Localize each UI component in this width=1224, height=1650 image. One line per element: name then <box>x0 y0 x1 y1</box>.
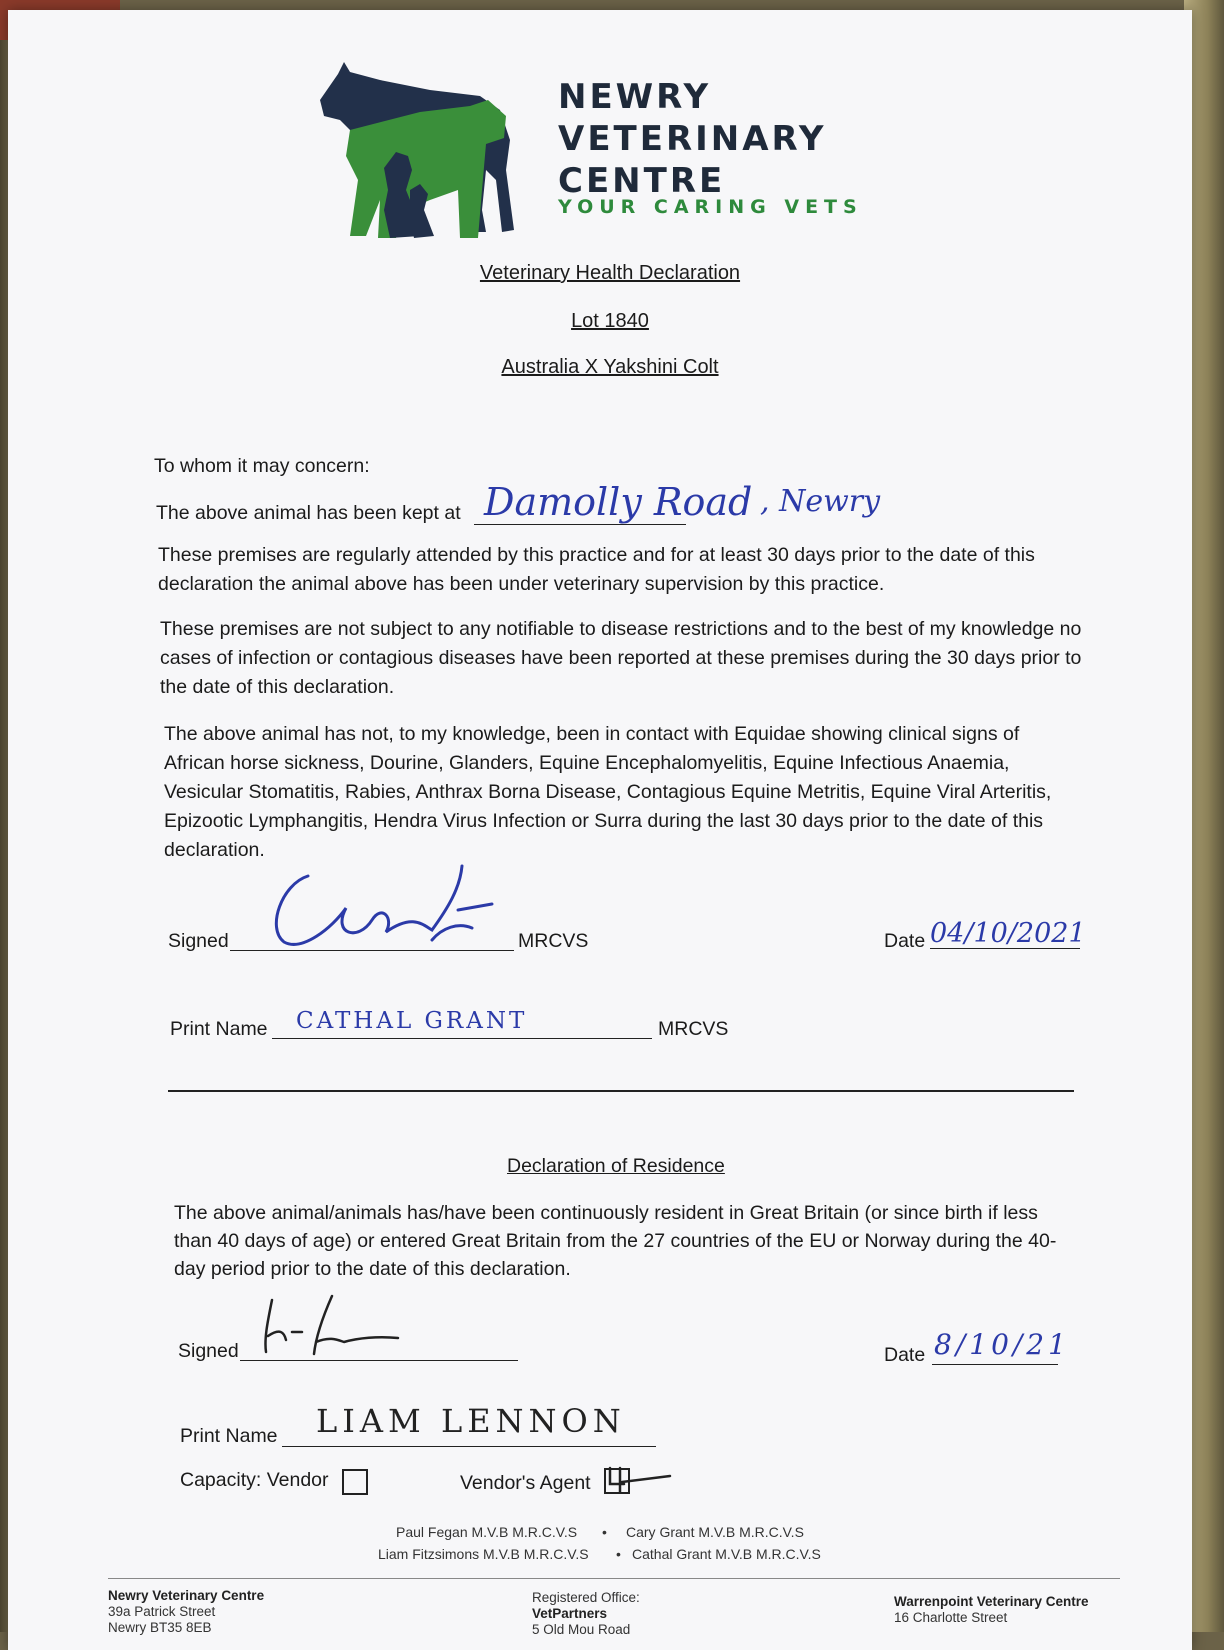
vet-name-3: Liam Fitzsimons M.V.B M.R.C.V.S <box>378 1546 589 1562</box>
vet-separator-1: • <box>602 1524 607 1540</box>
animal-description: Australia X Yakshini Colt <box>501 356 719 378</box>
residence-signed-label: Signed <box>178 1340 239 1362</box>
kept-at-handwritten-town: , Newry <box>760 484 881 519</box>
vet-print-name-handwritten: CATHAL GRANT <box>296 1008 528 1034</box>
residence-title: Declaration of Residence <box>507 1155 725 1177</box>
vet-print-name-label: Print Name <box>170 1018 268 1040</box>
footer-registered-address: 5 Old Mou Road <box>532 1622 631 1637</box>
residence-print-name-label: Print Name <box>180 1425 278 1447</box>
footer-divider <box>108 1578 1120 1579</box>
capacity-vendor-label: Capacity: Vendor <box>180 1469 329 1491</box>
salutation: To whom it may concern: <box>154 455 370 477</box>
vet-print-name-line <box>272 1038 652 1039</box>
check-mark-icon <box>604 1464 674 1494</box>
vet-date-label: Date <box>884 930 926 952</box>
residence-date-handwritten: 8/10/21 <box>934 1328 1070 1361</box>
paragraph-diseases: The above animal has not, to my knowledge, been in contact with Equidae showing clinical signs of African horse sickness, Dourine, Glanders, Equine Encephalomyelitis, Equine Infectious Anaemia, Vesicular Stomatitis, Rabies, Anthrax Borna Disease, Contagious Equine Metritis, Equine Viral Arteritis, Epizootic Lymphangitis, Hendra Virus Infection or Surra during the last 30 days prior to the date of this declaration. <box>164 723 1052 861</box>
residence-paragraph: The above animal/animals has/have been continuously resident in Great Britain (or since birth if less than 40 days of age) or entered Great Britain from the 27 countries of the EU or Norway during the 40-day period prior to the date of this declaration. <box>174 1202 1057 1280</box>
vet-signature-mark <box>262 858 502 954</box>
residence-print-name-line <box>282 1446 656 1447</box>
kept-at-label: The above animal has been kept at <box>156 502 461 524</box>
residence-signature-mark <box>258 1292 408 1362</box>
brand-tagline: YOUR CARING VETS <box>558 196 863 218</box>
residence-date-label: Date <box>884 1344 926 1366</box>
footer-middle <box>532 1590 640 1638</box>
footer-left <box>108 1588 264 1636</box>
vet-separator-2: • <box>616 1546 621 1562</box>
footer-right <box>894 1594 1089 1626</box>
footer-registered-label: Registered Office: <box>532 1590 640 1605</box>
vendor-checkbox[interactable] <box>342 1469 368 1495</box>
footer-registered-name: VetPartners <box>532 1606 608 1621</box>
vet-print-suffix: MRCVS <box>658 1018 729 1040</box>
paragraph-supervision: These premises are regularly attended by this practice and for at least 30 days prior to the date of this declaration the animal above has been under veterinary supervision by this practice. <box>158 544 1035 595</box>
vet-name-2: Cary Grant M.V.B M.R.C.V.S <box>626 1524 804 1540</box>
brand-line-1: NEWRY <box>558 77 712 117</box>
brand-line-3: CENTRE <box>558 161 726 201</box>
vendor-agent-label: Vendor's Agent <box>460 1472 591 1494</box>
residence-date-line <box>932 1364 1058 1365</box>
section-divider <box>168 1090 1074 1092</box>
footer-right-address: 16 Charlotte Street <box>894 1610 1008 1625</box>
footer-left-address-1: 39a Patrick Street <box>108 1604 216 1619</box>
kept-at-line <box>474 524 686 525</box>
vendor-agent-checkbox[interactable] <box>604 1468 630 1494</box>
animals-logo-icon <box>310 60 530 250</box>
vet-signed-label: Signed <box>168 930 229 952</box>
vet-signed-suffix: MRCVS <box>518 930 589 952</box>
vet-name-4: Cathal Grant M.V.B M.R.C.V.S <box>632 1546 821 1562</box>
brand-line-2: VETERINARY <box>558 119 827 159</box>
paragraph-restrictions: These premises are not subject to any notifiable to disease restrictions and to the best of my knowledge no cases of infection or contagious diseases have been reported at these premises during the 30 days prior to the date of this declaration. <box>160 618 1082 698</box>
brand-name <box>558 76 827 202</box>
vet-date-handwritten: 04/10/2021 <box>930 918 1086 949</box>
kept-at-handwritten: Damolly Road <box>484 480 753 524</box>
lot-number: Lot 1840 <box>571 310 649 332</box>
footer-left-address-2: Newry BT35 8EB <box>108 1620 212 1635</box>
vet-name-1: Paul Fegan M.V.B M.R.C.V.S <box>396 1524 578 1540</box>
residence-print-name-handwritten: LIAM LENNON <box>316 1402 626 1440</box>
footer-left-name: Newry Veterinary Centre <box>108 1588 265 1603</box>
footer-right-name: Warrenpoint Veterinary Centre <box>894 1594 1089 1609</box>
document-title: Veterinary Health Declaration <box>479 262 741 284</box>
